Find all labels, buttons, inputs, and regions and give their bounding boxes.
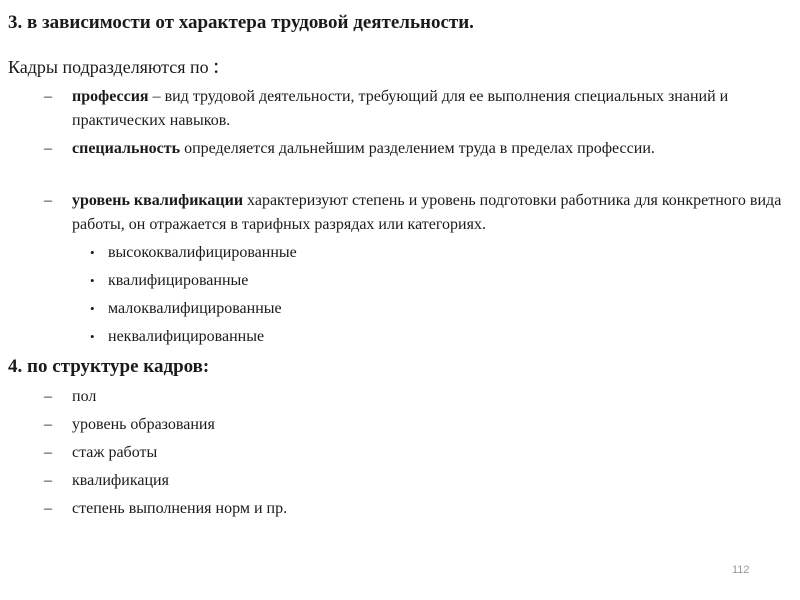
- dash-marker: –: [44, 472, 52, 489]
- intro-text: [8, 55, 219, 78]
- dash-marker: –: [44, 444, 52, 461]
- list-item-profession: [72, 85, 787, 133]
- list-item-specialty: [72, 137, 787, 161]
- dash-marker: –: [44, 388, 52, 405]
- list-item-qualification-level: [72, 189, 787, 237]
- list-item: высококвалифицированные: [108, 244, 297, 261]
- definition-specialty: определяется дальнейшим разделением труда в пределах профессии.: [180, 140, 655, 157]
- dash-marker: –: [44, 140, 52, 157]
- bullet-marker: •: [90, 329, 95, 344]
- term-qualification-level: уровень квалификации: [72, 192, 244, 209]
- list-item: степень выполнения норм и пр.: [72, 500, 288, 517]
- list-item: малоквалифицированные: [108, 300, 282, 317]
- list-item: квалифицированные: [108, 272, 249, 289]
- dash-marker: –: [44, 416, 52, 433]
- intro-colon: :: [213, 53, 220, 78]
- dash-marker: –: [44, 500, 52, 517]
- term-profession: профессия: [72, 88, 149, 105]
- dash-marker: –: [44, 192, 52, 209]
- dash-marker: –: [44, 88, 52, 105]
- bullet-marker: •: [90, 273, 95, 288]
- page-number: 112: [732, 564, 750, 576]
- intro-label: Кадры подразделяются по: [8, 57, 214, 77]
- list-item: неквалифицированные: [108, 328, 265, 345]
- section-3-heading: 3. в зависимости от характера трудовой деятельности.: [8, 12, 474, 33]
- list-item: стаж работы: [72, 444, 158, 461]
- bullet-marker: •: [90, 301, 95, 316]
- list-item: квалификация: [72, 472, 169, 489]
- list-item: пол: [72, 388, 97, 405]
- list-item: уровень образования: [72, 416, 215, 433]
- bullet-marker: •: [90, 245, 95, 260]
- definition-qualification-level: характеризуют степень и уровень подготовки работника для конкретного вида работы, он отражается в тарифных разрядах или категориях.: [72, 192, 782, 233]
- section-4-heading: 4. по структуре кадров:: [8, 356, 210, 377]
- definition-profession: – вид трудовой деятельности, требующий для ее выполнения специальных знаний и практических навыков.: [72, 88, 729, 129]
- term-specialty: специальность: [72, 140, 181, 157]
